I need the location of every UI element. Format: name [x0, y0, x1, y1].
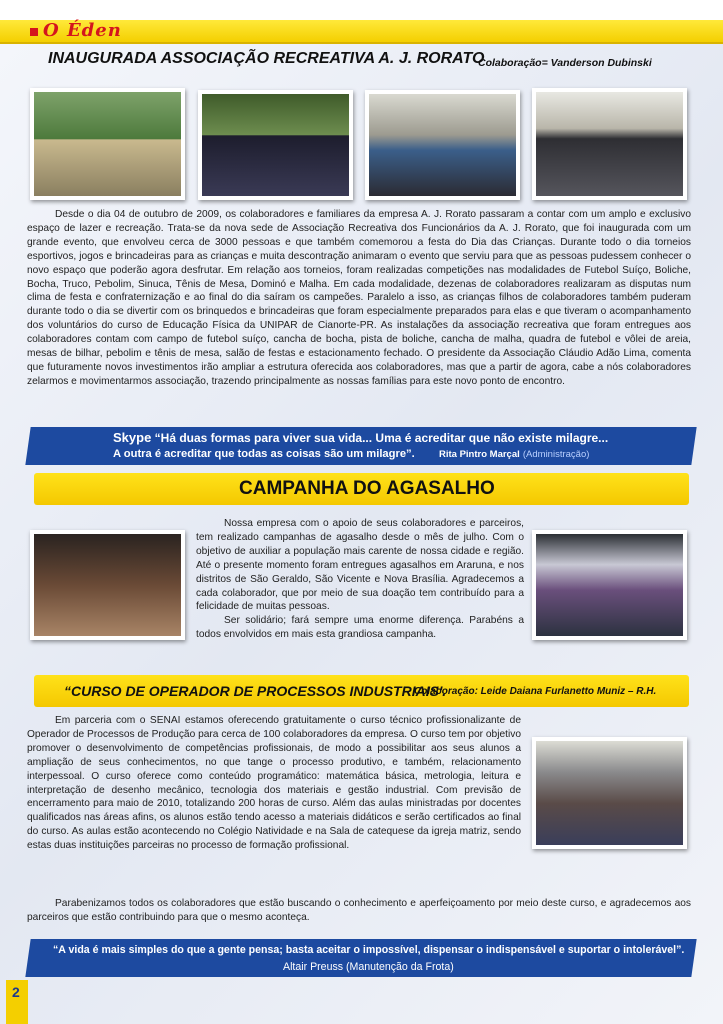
quote1-role: (Administração): [522, 449, 590, 460]
photo-inauguration-group: [30, 88, 185, 200]
article3-closing: Parabenizamos todos os colaboradores que estão buscando o conhecimento e aperfeiçoamento por meio deste curso, e agradecemos aos parceiros que estão contribuindo para que o mesmo aconteça.: [27, 898, 691, 923]
article1-credit: Colaboração= Vanderson Dubinski: [478, 57, 652, 69]
quote1-line2: [113, 448, 589, 460]
photo-children: [30, 530, 185, 640]
logo-square-icon: [30, 28, 38, 36]
article3-body: Em parceria com o SENAI estamos oferecendo gratuitamente o curso técnico profissionalizante de Operador de Processos de Produção para cerca de 100 colaboradores da empresa. O curso tem por objetivo promover o desenvolvimento de competências profissionais, de modo a possibilitar aos seus alunos a ampliação de seus conhecimentos, no que tange o processo produtivo, e também, relacionamento interpessoal. O curso oferece como conteúdo programático: matemática básica, metrologia, leitura e interpretação de desenho mecânico, tecnologia dos materiais e gestão industrial. Com previsão de encerramento para maio de 2010, totalizando 200 horas de curso. Além das aulas ministradas por docentes qualificados nas áreas afins, os alunos estão tendo acesso a materiais didáticos e serão certificados ao final do curso. As aulas estão acontecendo no Colégio Natividade e na Sala de catequese da igreja matriz, sendo estas duas instituições parceiras no processo de formação profissional.: [27, 715, 521, 852]
photo-crowd: [532, 88, 687, 200]
quote1-brand: Skype: [113, 430, 152, 445]
article3-credit: Colaboração: Leide Daiana Furlanetto Muniz – R.H.: [414, 686, 657, 697]
quote1-author: Rita Pintro Marçal: [438, 449, 520, 460]
page-number: 2: [12, 984, 20, 1000]
article1-title: INAUGURADA ASSOCIAÇÃO RECREATIVA A. J. RORATO: [48, 50, 485, 67]
photo-women-group: [198, 90, 353, 200]
article1-body: Desde o dia 04 de outubro de 2009, os colaboradores e familiares da empresa A. J. Rorato passaram a contar com um amplo e exclusivo espaço de lazer e recreação. Trata-se da nova sede de Associação Recreativa dos Funcionários da A. J. Rorato, que foi inaugurada com um grande evento, que envolveu cerca de 3000 pessoas e que também comemorou a festa do Dia das Crianças. Durante todo o dia torneios esportivos, jogos e brincadeiras para as crianças e muita descontração animaram o evento que serviu para que as pessoas pudessem conhecer o novo espaço que poderão agora desfrutar. Em relação aos torneios, foram realizadas competições nas modalidades de Futebol Suíço, Boliche, Bocha, Truco, Pebolim, Sinuca, Tênis de Mesa, Dominó e Malha. Em cada modalidade, dezenas de colaboradores realizaram as disputas num clima de festa e confraternização e ao final do dia saíram os campeões. Paralelo a isso, as crianças filhos de colaboradores também puderam durante todo o dia se divertir com os brinquedos e brincadeiras que foram especialmente preparados para elas e que tiveram o acompanhamento dos voluntários do curso de Educação Física da UNIPAR de Cianorte-PR. As instalações da associação recreativa que foram entregues aos colaboradores contam com campo de futebol suíço, cancha de bocha, pista de boliche, cancha de malha, quadra de futebol e vôlei de areia, mesas de bilhar, pebolim e tênis de mesa, salão de festas e estacionamento fechado. O presidente da Associação Cláudio Adão Lima, comenta que futuramente novos investimentos irão ampliar a estrutura oferecida aos colaboradores, mas que a partir de agora, cabe a nós colaboradores zelarmos e movimentarmos associação, trazendo principalmente as nossas famílias para este novo ponto de encontro.: [27, 209, 691, 387]
quote1-text2: A outra é acreditar que todas as coisas são um milagre”.: [113, 448, 415, 460]
magazine-logo: O Éden: [43, 20, 122, 41]
article3-title: “CURSO DE OPERADOR DE PROCESSOS INDUSTRIAIS'.: [64, 683, 447, 699]
quote1-line1: [113, 430, 608, 445]
quote2-author: Altair Preuss (Manutenção da Frota): [283, 961, 454, 973]
photo-classroom: [532, 737, 687, 849]
article2-title: CAMPANHA DO AGASALHO: [239, 478, 495, 499]
photo-donation: [532, 530, 687, 640]
quote2-text: “A vida é mais simples do que a gente pensa; basta aceitar o impossível, dispensar o indispensável e suportar o intolerável”.: [53, 944, 685, 956]
quote1-text1: “Há duas formas para viver sua vida... Uma é acreditar que não existe milagre...: [154, 431, 609, 445]
page-number-tab: [6, 980, 28, 1024]
photo-table-tennis: [365, 90, 520, 200]
article2-body: Nossa empresa com o apoio de seus colaboradores e parceiros, tem realizado campanhas de agasalho desde o mês de julho. Com o objetivo de auxiliar a população mais carente de nossa cidade e região. Até o presente momento foram entregues agasalhos em Araruna, e nos distritos de São Geraldo, São Vicente e Nova Brasília. Agradecemos a cada colaborador, que por meio de sua doação tem contribuído para a felicidade de muitas pessoas. Ser solidário; fará sempre uma enorme diferença. Parabéns a todos envolvidos em mais esta grandiosa campanha.: [196, 518, 524, 641]
